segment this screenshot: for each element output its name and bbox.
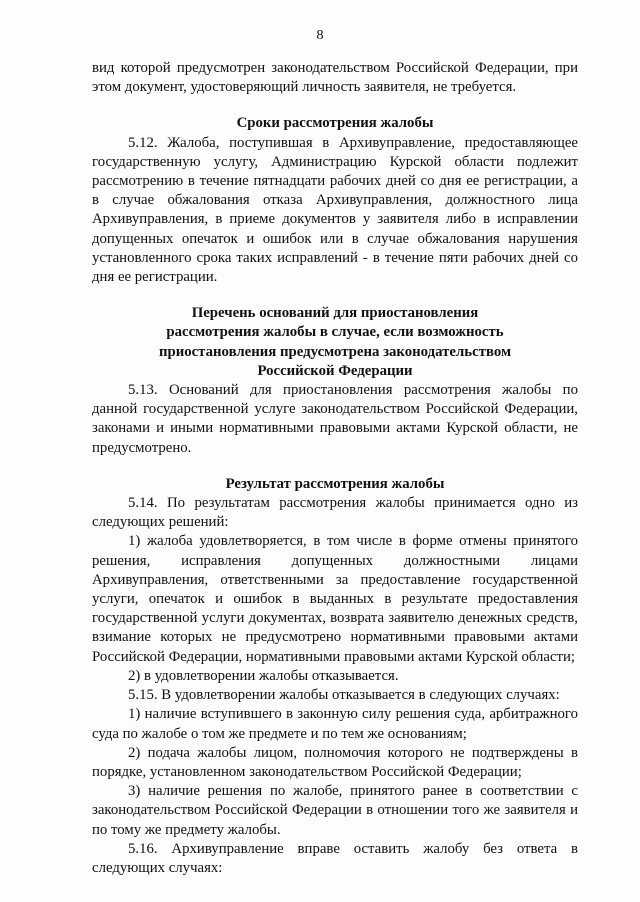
paragraph-5-12: 5.12. Жалоба, поступившая в Архивуправление, предоставляющее государственную услугу, Администрацию Курской области подлежит рассмотрению в течение пятнадцати рабочих дней со дня ее регистрации, а в случае обжалования отказа Архивуправления, должностного лица Архивуправления, в приеме документов у заявителя либо в исправлении допущенных опечаток и ошибок или в случае обжалования нарушения установленного срока таких исправлений - в течение пяти рабочих дней со дня ее регистрации. [92,134,578,286]
heading-line: Перечень оснований для приостановления [191,305,479,322]
section-heading-suspension [92,304,578,381]
refusal-case-3: 3) наличие решения по жалобе, принятого ранее в соответствии с законодательством Российской Федерации в отношении того же заявителя и по тому же предмету жалобы. [92,783,578,838]
section-heading-result: Результат рассмотрения жалобы [225,475,445,492]
refusal-case-2: 2) подача жалобы лицом, полномочия которого не подтверждены в порядке, установленном законодательством Российской Федерации; [92,744,578,780]
refusal-case-1: 1) наличие вступившего в законную силу решения суда, арбитражного суда по жалобе о том же предмете и по тем же основаниям; [92,706,578,742]
paragraph-5-15: 5.15. В удовлетворении жалобы отказывается в следующих случаях: [128,687,560,704]
intro-paragraph: вид которой предусмотрен законодательством Российской Федерации, при этом документ, удостоверяющий личность заявителя, не требуется. [92,60,578,96]
paragraph-5-16: 5.16. Архивуправление вправе оставить жалобу без ответа в следующих случаях: [92,840,578,876]
page-number: 8 [316,28,324,43]
paragraph-5-14: 5.14. По результатам рассмотрения жалобы принимается одно из следующих решений: [92,495,578,531]
paragraph-5-13: 5.13. Оснований для приостановления рассмотрения жалобы по данной государственной услуге законодательством Российской Федерации, законами и иными нормативными правовыми актами Курской области, не предусмотрено. [92,382,578,456]
document-body [92,59,578,878]
heading-line: рассмотрения жалобы в случае, если возможность [166,324,504,341]
section-heading-deadlines: Сроки рассмотрения жалобы [236,115,434,132]
heading-line: приостановления предусмотрена законодательством [158,343,512,360]
decision-item-2: 2) в удовлетворении жалобы отказывается. [128,667,399,684]
decision-item-1: 1) жалоба удовлетворяется, в том числе в форме отмены принятого решения, исправления допущенных должностными лицами Архивуправления, ответственными за предоставление государственной услуги, опечаток и ошибок в выданных в результате предоставления государственной услуги документах, возврата заявителю денежных средств, взимание которых не предусмотрено нормативными правовыми актами Российской Федерации, нормативными правовыми актами Курской области; [92,533,578,665]
heading-line: Российской Федерации [257,362,413,379]
